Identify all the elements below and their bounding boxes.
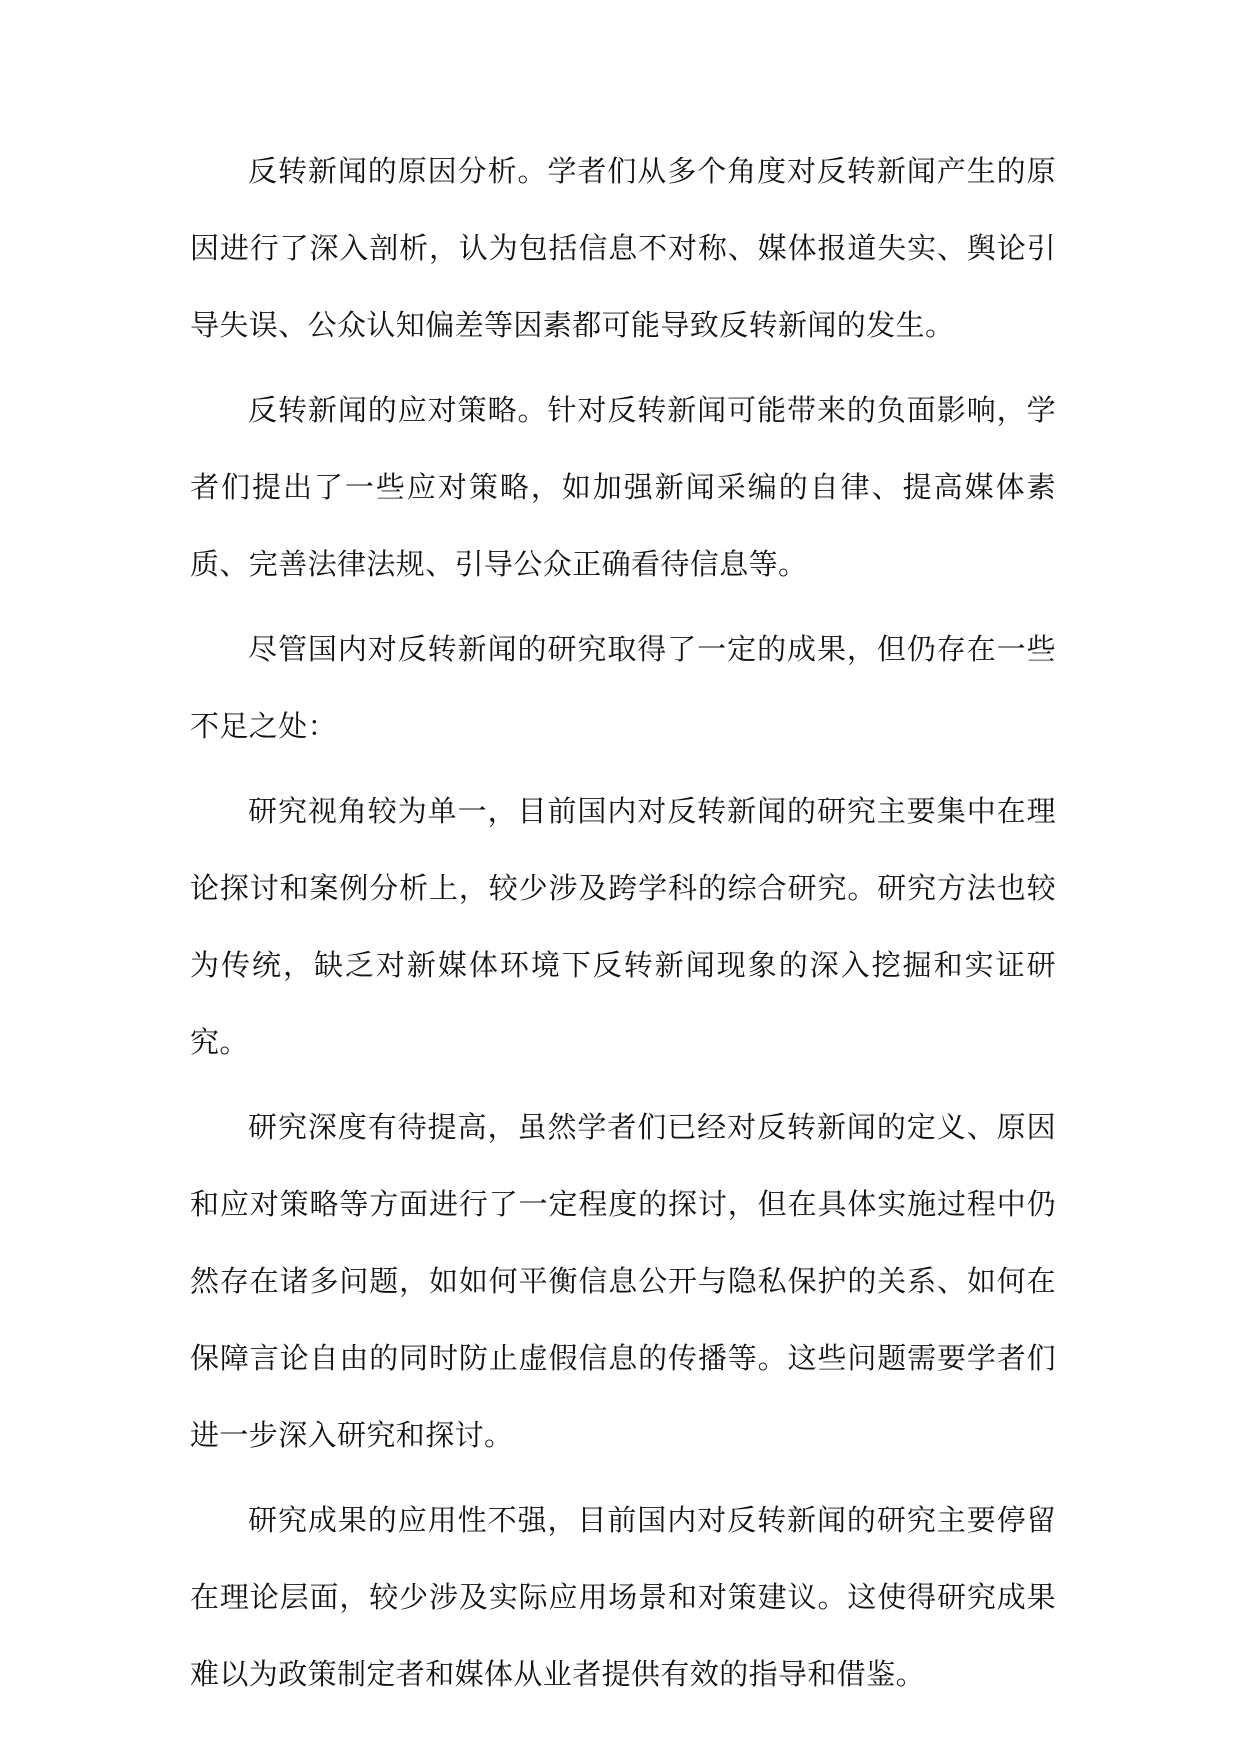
paragraph-narrow-perspective: 研究视角较为单一，目前国内对反转新闻的研究主要集中在理论探讨和案例分析上，较少涉及跨学科的综合研究。研究方法也较为传统，缺乏对新媒体环境下反转新闻现象的深入挖掘和实证研究。 [190, 794, 1056, 1059]
paragraph-research-depth: 研究深度有待提高，虽然学者们已经对反转新闻的定义、原因和应对策略等方面进行了一定程度的探讨，但在具体实施过程中仍然存在诸多问题，如如何平衡信息公开与隐私保护的关系、如何在保障言论自由的同时防止虚假信息的传播等。这些问题需要学者们进一步深入研究和探讨。 [190, 1110, 1056, 1452]
paragraph-response-strategy: 反转新闻的应对策略。针对反转新闻可能带来的负面影响，学者们提出了一些应对策略，如加强新闻采编的自律、提高媒体素质、完善法律法规、引导公众正确看待信息等。 [190, 393, 1056, 581]
paragraph-shortcomings-intro: 尽管国内对反转新闻的研究取得了一定的成果，但仍存在一些不足之处： [190, 632, 1056, 743]
paragraph-applicability: 研究成果的应用性不强，目前国内对反转新闻的研究主要停留在理论层面，较少涉及实际应用场景和对策建议。这使得研究成果难以为政策制定者和媒体从业者提供有效的指导和借鉴。 [190, 1503, 1056, 1691]
paragraph-cause-analysis: 反转新闻的原因分析。学者们从多个角度对反转新闻产生的原因进行了深入剖析，认为包括信息不对称、媒体报道失实、舆论引导失误、公众认知偏差等因素都可能导致反转新闻的发生。 [190, 154, 1056, 342]
document-body [190, 133, 1056, 1721]
